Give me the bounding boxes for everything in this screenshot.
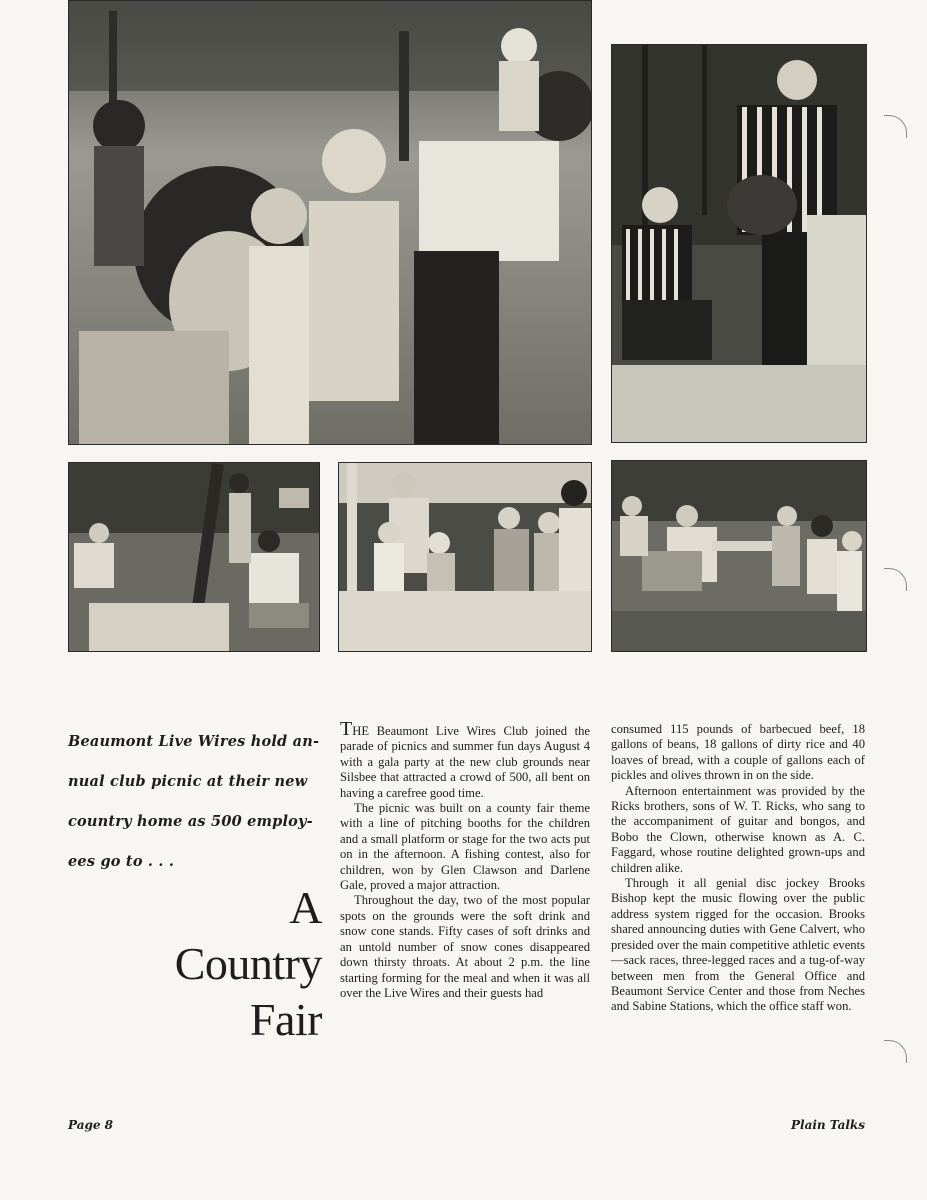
article-paragraph: Throughout the day, two of the most popular spots on the grounds were the soft drink and snow cone stands. Fifty cases of soft drinks and an untold number of snow cones disappeared down thirsty throats. At about 2 p.m. the line starting forming for the meal and when it was all over the Live Wires and their guests had: [340, 893, 590, 1000]
photo-picnic-tables: [611, 460, 867, 652]
article-column-2: [611, 722, 865, 1015]
binder-hole-middle: [884, 568, 907, 591]
binder-hole-top: [884, 115, 907, 138]
title-line: A: [289, 882, 322, 933]
photo-ricks-brothers-guitar: [611, 44, 867, 443]
article-paragraph: consumed 115 pounds of barbecued beef, 18 gallons of beans, 18 gallons of dirty rice and 40 loaves of bread, with a couple of gallons each of pickles and olives thrown in on the side.: [611, 722, 865, 783]
article-title: [175, 880, 322, 1048]
photo-children-at-booth: [338, 462, 592, 652]
article-teaser: [68, 722, 330, 882]
article-column-1: [340, 718, 590, 1001]
article-paragraph: THE Beaumont Live Wires Club joined the parade of picnics and summer fun days August 4 with a gala party at the new club grounds near Silsbee that attracted a crowd of 500, all bent on having a carefree good time.: [340, 718, 590, 800]
teaser-line: Beaumont Live Wires hold an-: [68, 733, 320, 750]
photo-picnic-on-grass: [68, 462, 320, 652]
title-line: Country: [174, 938, 322, 989]
teaser-line: ees go to . . .: [68, 853, 175, 870]
article-paragraph: The picnic was built on a county fair theme with a line of pitching booths for the children and a small platform or stage for the two acts put on in the afternoon. A fishing contest, also for children, won by Glen Clawson and Darlene Gale, proved a major attraction.: [340, 801, 590, 893]
page-number: Page 8: [68, 1118, 114, 1132]
publication-name: Plain Talks: [790, 1118, 865, 1132]
photo-children-snow-cones: [68, 0, 592, 445]
teaser-line: country home as 500 employ-: [68, 813, 313, 830]
drop-cap: T: [340, 718, 353, 740]
teaser-line: nual club picnic at their new: [68, 773, 308, 790]
article-paragraph: Through it all genial disc jockey Brooks Bishop kept the music flowing over the public address system rigged for the occasion. Brooks shared announcing duties with Gene Calvert, who presided over the main competitive athletic events—sack races, three-legged races and a tug-of-way between men from the General Office and Beaumont Service Center and those from Neches and Sabine Stations, which the office staff won.: [611, 876, 865, 1014]
article-paragraph: Afternoon entertainment was provided by the Ricks brothers, sons of W. T. Ricks, who sang to the accompaniment of guitar and bongos, and Bobo the Clown, otherwise known as A. C. Faggard, whose routine delighted grown-ups and children alike.: [611, 783, 865, 875]
title-line: Fair: [249, 994, 322, 1045]
binder-hole-bottom: [884, 1040, 907, 1063]
